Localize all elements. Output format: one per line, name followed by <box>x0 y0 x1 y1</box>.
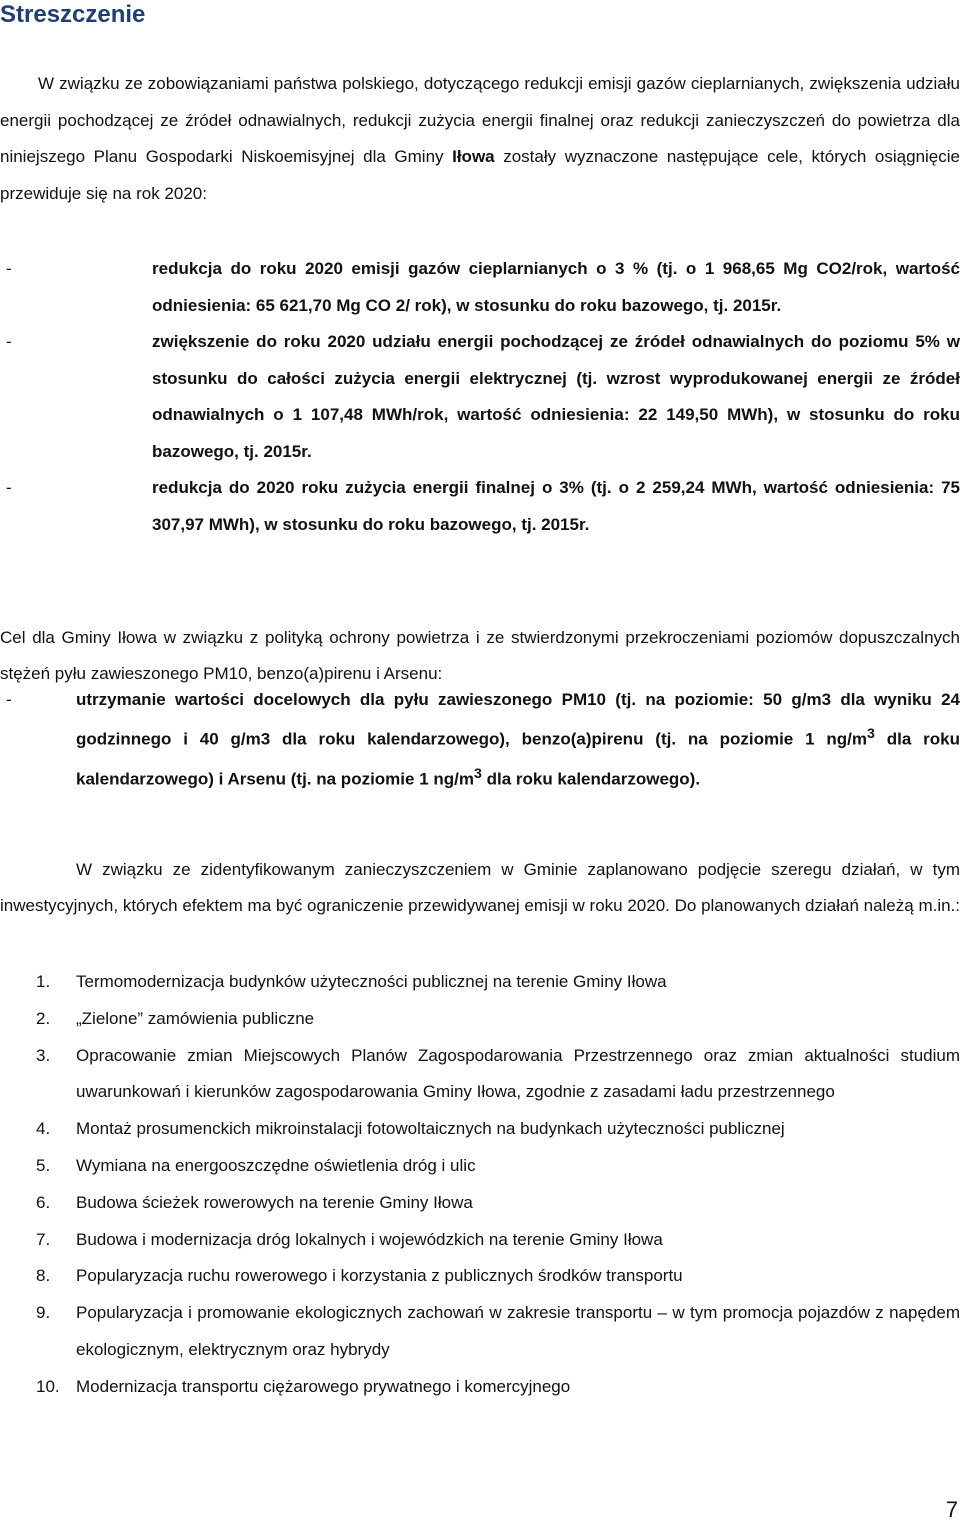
action-number: 9. <box>36 1303 51 1323</box>
action-number: 2. <box>36 1008 51 1028</box>
superscript: 3 <box>473 765 482 782</box>
list-dash: - <box>6 690 12 709</box>
action-text: Wymiana na energooszczędne oświetlenia dróg i ulic <box>76 1155 476 1175</box>
superscript: 3 <box>867 726 875 742</box>
intro-paragraph <box>0 66 960 212</box>
air-goal-list <box>6 683 960 796</box>
action-text: Opracowanie zmian Miejscowych Planów Zagospodarowania Przestrzennego oraz zmian aktualności studium uwarunkowań i kierunków zagospodarowania Gminy Iłowa, zgodnie z zasadami ładu przestrzennego <box>76 1045 960 1102</box>
action-number: 8. <box>36 1266 51 1286</box>
action-number: 6. <box>36 1192 51 1212</box>
goal-text: redukcja do roku 2020 emisji gazów cieplarnianych o 3 % (tj. o 1 968,65 Mg CO2/rok, wartość odniesienia: 65 621,70 Mg CO 2/ rok), w stosunku do roku bazowego, tj. 2015r. <box>152 259 960 315</box>
list-dash: - <box>6 478 12 497</box>
air-goal-text-3: dla roku kalendarzowego). <box>481 769 701 789</box>
action-item <box>36 1258 960 1295</box>
action-text: Popularyzacja ruchu rowerowego i korzystania z publicznych środków transportu <box>76 1266 683 1286</box>
air-goal-text-2: dla roku kalendarzowego) i Arsenu (tj. na poziomie 1 ng/m <box>76 729 960 789</box>
action-number: 1. <box>36 972 51 991</box>
goal-item <box>6 470 960 543</box>
intro-text-before: W związku ze zobowiązaniami państwa polskiego, dotyczącego redukcji emisji gazów cieplarnianych, zwiększenia udziału energii pochodzącej ze źródeł odnawialnych, redukcji zużycia energii finalnej oraz redukcji zanieczyszczeń do powietrza dla niniejszego Planu Gospodarki Niskoemisyjnej dla Gminy <box>0 74 960 166</box>
action-item <box>36 1222 960 1259</box>
action-text: Budowa i modernizacja dróg lokalnych i wojewódzkich na terenie Gminy Iłowa <box>76 1229 663 1249</box>
action-number: 7. <box>36 1229 51 1249</box>
action-item <box>36 964 960 1001</box>
action-text: Termomodernizacja budynków użyteczności publicznej na terenie Gminy Iłowa <box>76 972 667 991</box>
list-dash: - <box>6 259 12 278</box>
air-goal-text-1: utrzymanie wartości docelowych dla pyłu zawieszonego PM10 (tj. na poziomie: 50 g/m3 dla wyniku 24 godzinnego i 40 g/m3 dla roku kalendarzowego), benzo(a)pirenu (tj. na poziomie 1 ng/m <box>76 690 960 749</box>
action-item <box>36 1001 960 1038</box>
actions-list <box>36 964 960 1406</box>
action-number: 3. <box>36 1045 51 1065</box>
goal-item <box>6 324 960 470</box>
goal-text: redukcja do 2020 roku zużycia energii finalnej o 3% (tj. o 2 259,24 MWh, wartość odniesienia: 75 307,97 MWh), w stosunku do roku bazowego, tj. 2015r. <box>152 478 960 534</box>
goals-list <box>6 251 960 543</box>
action-item <box>36 1148 960 1185</box>
section-heading: Streszczenie <box>0 1 146 28</box>
goal-text: zwiększenie do roku 2020 udziału energii pochodzącej ze źródeł odnawialnych do poziomu 5% w stosunku do całości zużycia energii elektrycznej (tj. wzrost wyprodukowanej energii ze źródeł odnawialnych o 1 107,48 MWh/rok, wartość odniesienia: 22 149,50 MWh), w stosunku do roku bazowego, tj. 2015r. <box>152 332 960 461</box>
gmina-name: Iłowa <box>452 147 495 166</box>
action-text: Budowa ścieżek rowerowych na terenie Gminy Iłowa <box>76 1192 473 1212</box>
action-text: „Zielone” zamówienia publiczne <box>76 1008 315 1028</box>
air-policy-paragraph: Cel dla Gminy Iłowa w związku z polityką ochrony powietrza i ze stwierdzonymi przekroczeniami poziomów dopuszczalnych stężeń pyłu zawieszonego PM10, benzo(a)pirenu i Arsenu: <box>0 628 960 683</box>
action-item <box>36 1185 960 1222</box>
action-text: Modernizacja transportu ciężarowego prywatnego i komercyjnego <box>76 1376 571 1396</box>
page-number: 7 <box>945 1497 958 1522</box>
action-item <box>36 1295 960 1369</box>
intro-text-after: zostały wyznaczone następujące cele, których osiągnięcie przewiduje się na rok 2020: <box>0 147 960 203</box>
air-goal-item <box>6 683 960 796</box>
action-text: Popularyzacja i promowanie ekologicznych zachowań w zakresie transportu – w tym promocja pojazdów z napędem ekologicznym, elektrycznym oraz hybrydy <box>76 1303 960 1359</box>
action-number: 10. <box>36 1376 60 1396</box>
action-text: Montaż prosumenckich mikroinstalacji fotowoltaicznych na budynkach użyteczności publicznej <box>76 1119 785 1139</box>
goal-item <box>6 251 960 324</box>
action-number: 4. <box>36 1119 51 1139</box>
action-number: 5. <box>36 1155 51 1175</box>
action-item <box>36 1038 960 1112</box>
action-item <box>36 1111 960 1148</box>
actions-paragraph: W związku ze zidentyfikowanym zanieczyszczeniem w Gminie zaplanowano podjęcie szeregu działań, w tym inwestycyjnych, których efektem ma być ograniczenie przewidywanej emisji w roku 2020. Do planowanych działań należą m.in.: <box>0 860 960 915</box>
list-dash: - <box>6 332 12 351</box>
action-item <box>36 1369 960 1406</box>
